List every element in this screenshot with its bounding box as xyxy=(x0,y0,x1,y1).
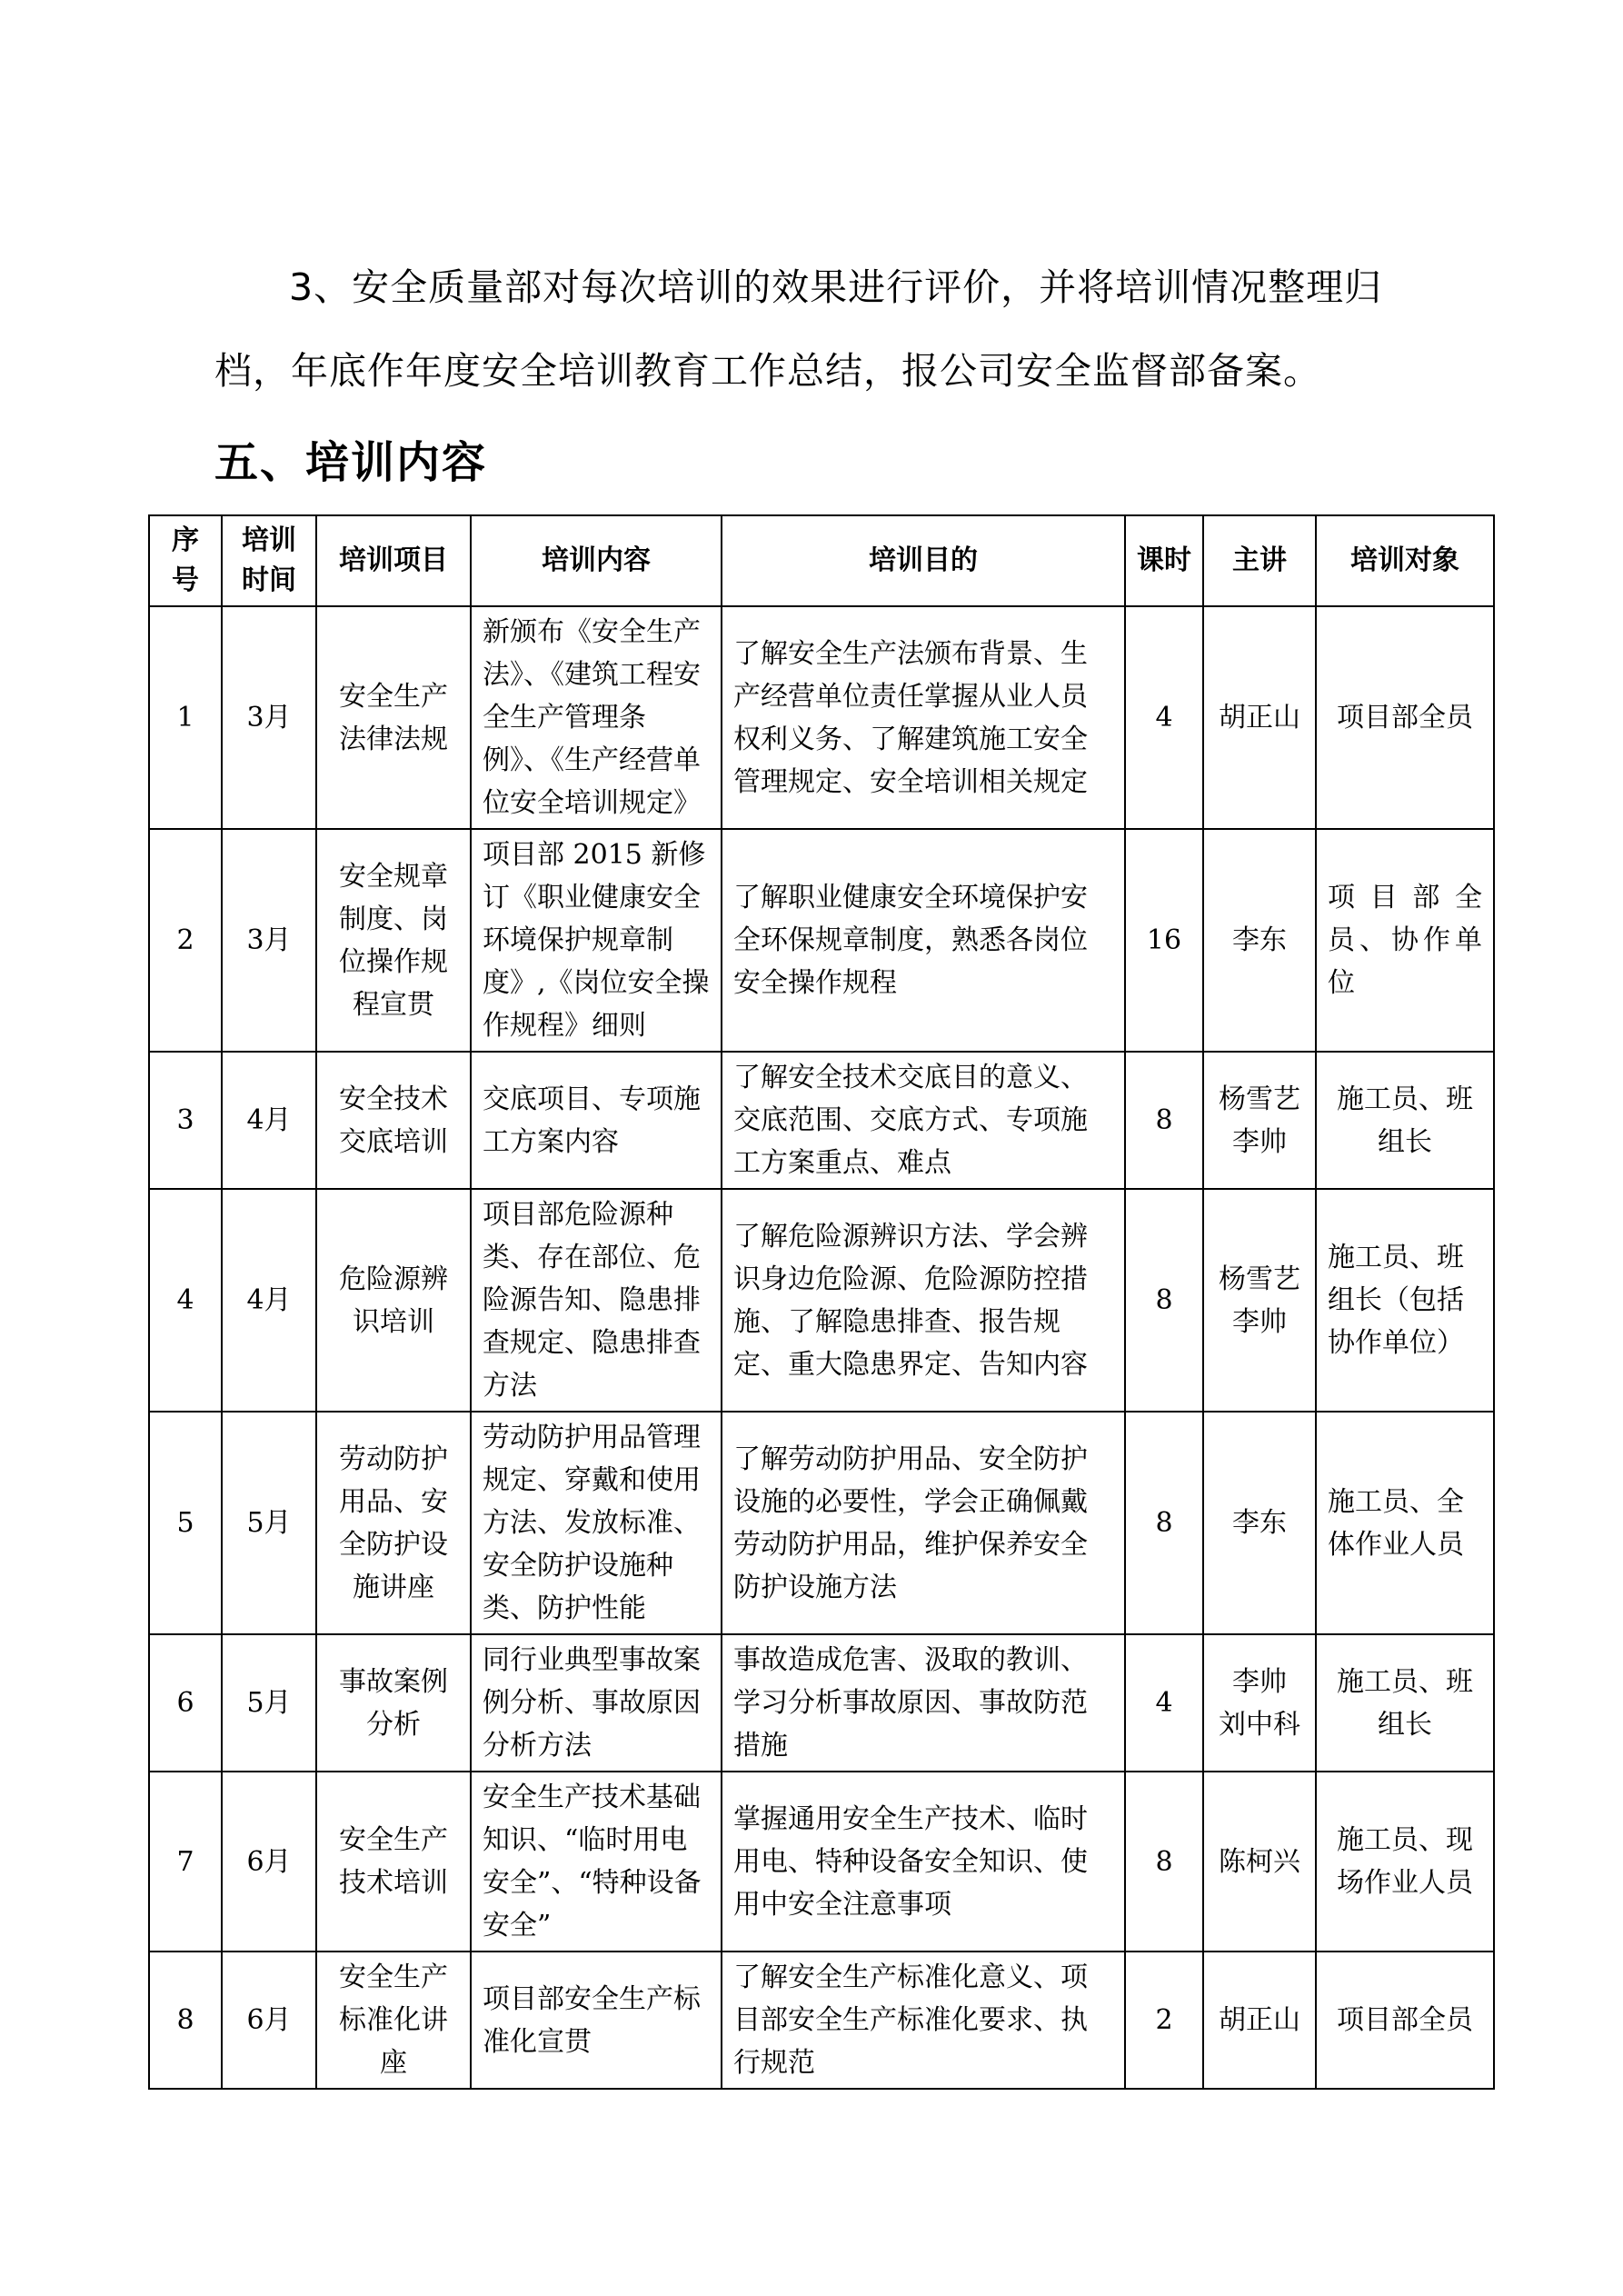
header-audience: 培训对象 xyxy=(1316,515,1494,606)
cell-time: 4月 xyxy=(222,1052,316,1189)
cell-audience: 施工员、班组长（包括协作单位） xyxy=(1316,1189,1494,1412)
table-row xyxy=(149,1052,1494,1189)
cell-lecturer: 杨雪艺 李帅 xyxy=(1203,1052,1316,1189)
table-row xyxy=(149,1952,1494,2089)
cell-hours: 8 xyxy=(1125,1412,1203,1634)
cell-lecturer: 李东 xyxy=(1203,1412,1316,1634)
cell-content: 同行业典型事故案例分析、事故原因分析方法 xyxy=(471,1634,722,1772)
cell-content: 劳动防护用品管理规定、穿戴和使用方法、发放标准、安全防护设施种类、防护性能 xyxy=(471,1412,722,1634)
cell-purpose: 掌握通用安全生产技术、临时用电、特种设备安全知识、使用中安全注意事项 xyxy=(722,1772,1125,1952)
cell-no: 3 xyxy=(149,1052,222,1189)
cell-purpose: 了解职业健康安全环境保护安全环保规章制度，熟悉各岗位安全操作规程 xyxy=(722,829,1125,1052)
cell-audience: 项目部全员 xyxy=(1316,1952,1494,2089)
header-project: 培训项目 xyxy=(316,515,471,606)
header-time: 培训时间 xyxy=(222,515,316,606)
table-header-row xyxy=(149,515,1494,606)
cell-project: 安全技术交底培训 xyxy=(316,1052,471,1189)
evaluation-paragraph: 3、安全质量部对每次培训的效果进行评价，并将培训情况整理归档，年底作年度安全培训教育工作总结，报公司安全监督部备案。 xyxy=(214,265,1383,393)
cell-purpose: 了解安全生产法颁布背景、生产经营单位责任掌握从业人员权利义务、了解建筑施工安全管理规定、安全培训相关规定 xyxy=(722,606,1125,829)
table-row xyxy=(149,1189,1494,1412)
cell-purpose: 了解安全生产标准化意义、项目部安全生产标准化要求、执行规范 xyxy=(722,1952,1125,2089)
cell-no: 1 xyxy=(149,606,222,829)
table-row xyxy=(149,829,1494,1052)
cell-audience: 施工员、班组长 xyxy=(1316,1634,1494,1772)
cell-lecturer: 胡正山 xyxy=(1203,606,1316,829)
cell-content: 交底项目、专项施工方案内容 xyxy=(471,1052,722,1189)
table-row xyxy=(149,1772,1494,1952)
cell-hours: 8 xyxy=(1125,1772,1203,1952)
cell-lecturer: 杨雪艺 李帅 xyxy=(1203,1189,1316,1412)
header-lecturer: 主讲 xyxy=(1203,515,1316,606)
cell-hours: 16 xyxy=(1125,829,1203,1052)
cell-no: 2 xyxy=(149,829,222,1052)
cell-no: 5 xyxy=(149,1412,222,1634)
cell-audience: 项目部全员 xyxy=(1316,606,1494,829)
cell-audience: 施工员、现场作业人员 xyxy=(1316,1772,1494,1952)
cell-time: 3月 xyxy=(222,829,316,1052)
section-heading: 五、培训内容 xyxy=(214,437,488,488)
cell-project: 劳动防护用品、安全防护设施讲座 xyxy=(316,1412,471,1634)
cell-content: 项目部 2015 新修订《职业健康安全环境保护规章制度》,《岗位安全操作规程》细则 xyxy=(471,829,722,1052)
cell-content: 项目部安全生产标准化宣贯 xyxy=(471,1952,722,2089)
cell-time: 6月 xyxy=(222,1952,316,2089)
cell-content: 新颁布《安全生产法》、《建筑工程安全生产管理条例》、《生产经营单位安全培训规定》 xyxy=(471,606,722,829)
cell-audience: 施工员、全体作业人员 xyxy=(1316,1412,1494,1634)
cell-lecturer: 李帅 刘中科 xyxy=(1203,1634,1316,1772)
cell-purpose: 事故造成危害、汲取的教训、学习分析事故原因、事故防范措施 xyxy=(722,1634,1125,1772)
cell-audience: 项目部全员、协作单位 xyxy=(1316,829,1494,1052)
training-table xyxy=(148,514,1495,2090)
cell-lecturer: 李东 xyxy=(1203,829,1316,1052)
cell-time: 4月 xyxy=(222,1189,316,1412)
cell-hours: 8 xyxy=(1125,1052,1203,1189)
cell-time: 6月 xyxy=(222,1772,316,1952)
table-row xyxy=(149,1634,1494,1772)
table-row xyxy=(149,606,1494,829)
cell-project: 安全生产法律法规 xyxy=(316,606,471,829)
cell-hours: 2 xyxy=(1125,1952,1203,2089)
cell-lecturer: 陈柯兴 xyxy=(1203,1772,1316,1952)
cell-time: 5月 xyxy=(222,1412,316,1634)
cell-project: 安全规章制度、岗位操作规程宣贯 xyxy=(316,829,471,1052)
cell-no: 7 xyxy=(149,1772,222,1952)
cell-purpose: 了解危险源辨识方法、学会辨识身边危险源、危险源防控措施、了解隐患排查、报告规定、重大隐患界定、告知内容 xyxy=(722,1189,1125,1412)
header-content: 培训内容 xyxy=(471,515,722,606)
cell-project: 危险源辨识培训 xyxy=(316,1189,471,1412)
cell-project: 安全生产技术培训 xyxy=(316,1772,471,1952)
cell-hours: 4 xyxy=(1125,606,1203,829)
header-purpose: 培训目的 xyxy=(722,515,1125,606)
header-no: 序号 xyxy=(149,515,222,606)
cell-project: 事故案例分析 xyxy=(316,1634,471,1772)
cell-no: 4 xyxy=(149,1189,222,1412)
cell-time: 5月 xyxy=(222,1634,316,1772)
header-hours: 课时 xyxy=(1125,515,1203,606)
cell-content: 项目部危险源种类、存在部位、危险源告知、隐患排查规定、隐患排查方法 xyxy=(471,1189,722,1412)
cell-purpose: 了解劳动防护用品、安全防护设施的必要性，学会正确佩戴劳动防护用品，维护保养安全防护设施方法 xyxy=(722,1412,1125,1634)
cell-no: 8 xyxy=(149,1952,222,2089)
cell-hours: 4 xyxy=(1125,1634,1203,1772)
cell-project: 安全生产标准化讲座 xyxy=(316,1952,471,2089)
cell-time: 3月 xyxy=(222,606,316,829)
cell-content: 安全生产技术基础知识、“临时用电安全”、“特种设备安全” xyxy=(471,1772,722,1952)
cell-hours: 8 xyxy=(1125,1189,1203,1412)
cell-audience: 施工员、班组长 xyxy=(1316,1052,1494,1189)
cell-purpose: 了解安全技术交底目的意义、交底范围、交底方式、专项施工方案重点、难点 xyxy=(722,1052,1125,1189)
table-row xyxy=(149,1412,1494,1634)
cell-lecturer: 胡正山 xyxy=(1203,1952,1316,2089)
cell-no: 6 xyxy=(149,1634,222,1772)
